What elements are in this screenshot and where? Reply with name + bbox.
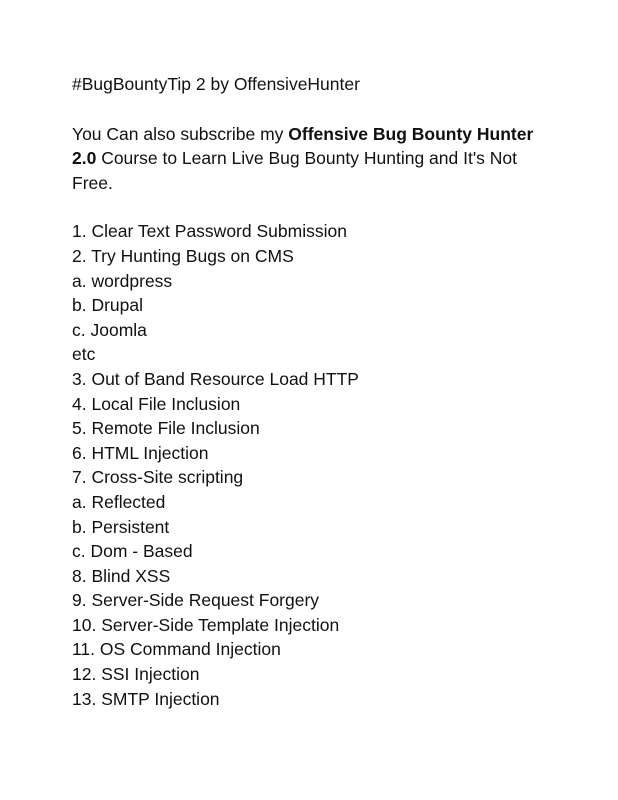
- list-item: 10. Server-Side Template Injection: [72, 614, 340, 635]
- sub-list-item: c. Joomla: [72, 319, 147, 340]
- list-item: 8. Blind XSS: [72, 565, 171, 586]
- sub-list-item: a. Reflected: [72, 491, 166, 512]
- list-item: 13. SMTP Injection: [72, 688, 220, 709]
- list-item: 11. OS Command Injection: [72, 639, 281, 660]
- sub-list-item: b. Drupal: [72, 295, 144, 316]
- course-name: Offensive Bug Bounty Hunter 2.0: [72, 123, 534, 169]
- list-item: 9. Server-Side Request Forgery: [72, 590, 320, 611]
- intro-paragraph: [72, 122, 552, 196]
- intro-text-start: You Can also subscribe my: [72, 123, 289, 144]
- document-heading: #BugBountyTip 2 by OffensiveHunter: [72, 74, 360, 94]
- list-item: 4. Local File Inclusion: [72, 393, 241, 414]
- list-item: 5. Remote File Inclusion: [72, 418, 260, 439]
- document-page: [72, 72, 552, 711]
- sub-list-item: b. Persistent: [72, 516, 170, 537]
- list-item: 1. Clear Text Password Submission: [72, 221, 347, 242]
- list-item: 3. Out of Band Resource Load HTTP: [72, 368, 359, 389]
- sub-list-item: a. wordpress: [72, 270, 173, 291]
- sub-list-item: c. Dom - Based: [72, 541, 193, 562]
- tip-list: [72, 219, 552, 711]
- list-item: 6. HTML Injection: [72, 442, 209, 463]
- list-item: 2. Try Hunting Bugs on CMS: [72, 245, 294, 266]
- list-item: 7. Cross-Site scripting: [72, 467, 244, 488]
- intro-text-end: Course to Learn Live Bug Bounty Hunting and It's Not Free.: [72, 148, 518, 193]
- sub-list-item: etc: [72, 344, 96, 365]
- list-item: 12. SSI Injection: [72, 664, 200, 685]
